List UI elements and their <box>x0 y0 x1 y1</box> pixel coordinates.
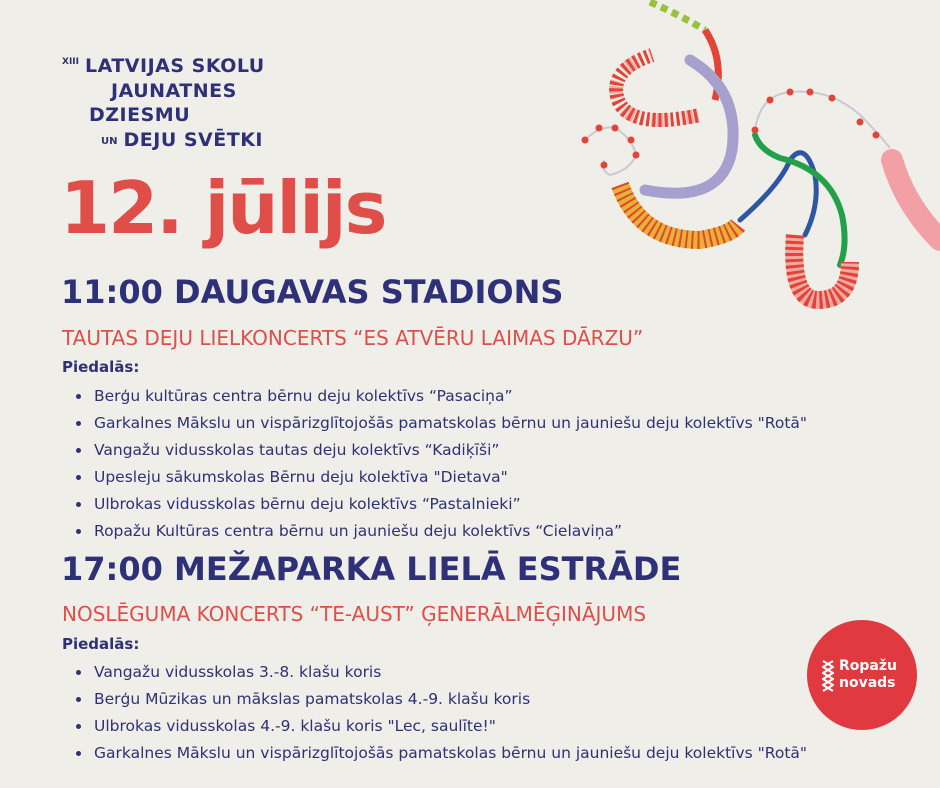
bullet-icon <box>76 448 81 453</box>
logo-text <box>839 658 897 692</box>
festival-connector: UN <box>101 135 118 147</box>
ornament-icon <box>822 660 834 692</box>
list-item: Ulbrokas vidusskolas 4.-9. klašu koris "Lec, saulīte!" <box>72 713 807 740</box>
bullet-icon <box>76 697 81 702</box>
bullet-icon <box>76 421 81 426</box>
bullet-icon <box>76 724 81 729</box>
participants-2-label: Piedalās: <box>62 635 140 653</box>
list-item: Ulbrokas vidusskolas bērnu deju kolektīvs “Pastalnieki” <box>72 491 807 518</box>
participants-2-list <box>72 659 807 767</box>
concert-2-title: NOSLĒGUMA KONCERTS “TE-AUST” ĢENERĀLMĒĢINĀJUMS <box>62 602 647 626</box>
venue-1-heading: 11:00 DAUGAVAS STADIONS <box>61 273 564 311</box>
bullet-icon <box>76 751 81 756</box>
list-item: Upesleju sākumskolas Bērnu deju kolektīva "Dietava" <box>72 464 807 491</box>
festival-title-line-2: JAUNATNES <box>111 79 237 102</box>
venue-2-heading: 17:00 MEŽAPARKA LIELĀ ESTRĀDE <box>61 550 682 588</box>
list-item: Ropažu Kultūras centra bērnu un jauniešu deju kolektīvs “Cielaviņa” <box>72 518 807 545</box>
festival-title-line-3: DZIESMU <box>89 104 191 126</box>
list-item: Vangažu vidusskolas 3.-8. klašu koris <box>72 659 807 686</box>
festival-numeral: XIII <box>62 57 79 67</box>
bullet-icon <box>76 475 81 480</box>
bullet-icon <box>76 529 81 534</box>
concert-1-title: TAUTAS DEJU LIELKONCERTS “ES ATVĒRU LAIMAS DĀRZU” <box>62 326 644 350</box>
participants-1-list <box>72 383 807 545</box>
event-date: 12. jūlijs <box>60 166 386 250</box>
list-item: Berģu kultūras centra bērnu deju kolektīvs “Pasaciņa” <box>72 383 807 410</box>
ropazu-novads-logo <box>807 620 917 730</box>
bullet-icon <box>76 670 81 675</box>
list-item: Vangažu vidusskolas tautas deju kolektīvs “Kadiķīši” <box>72 437 807 464</box>
bullet-icon <box>76 502 81 507</box>
logo-line-2: novads <box>839 675 896 691</box>
festival-title <box>62 50 265 154</box>
list-item: Berģu Mūzikas un mākslas pamatskolas 4.-9. klašu koris <box>72 686 807 713</box>
bullet-icon <box>76 394 81 399</box>
logo-line-1: Ropažu <box>839 658 897 674</box>
list-item: Garkalnes Mākslu un vispārizglītojošās pamatskolas bērnu un jauniešu deju kolektīvs "Rotā" <box>72 410 807 437</box>
festival-title-line-1: $^{XIII}$ LATVIJAS SKOLU <box>62 55 265 77</box>
decorative-ribbons-illustration <box>560 0 940 320</box>
list-item: Garkalnes Mākslu un vispārizglītojošās pamatskolas bērnu un jauniešu deju kolektīvs "Rotā" <box>72 740 807 767</box>
festival-title-line-4: UN DEJU SVĒTKI <box>101 128 263 151</box>
participants-1-label: Piedalās: <box>62 358 140 376</box>
